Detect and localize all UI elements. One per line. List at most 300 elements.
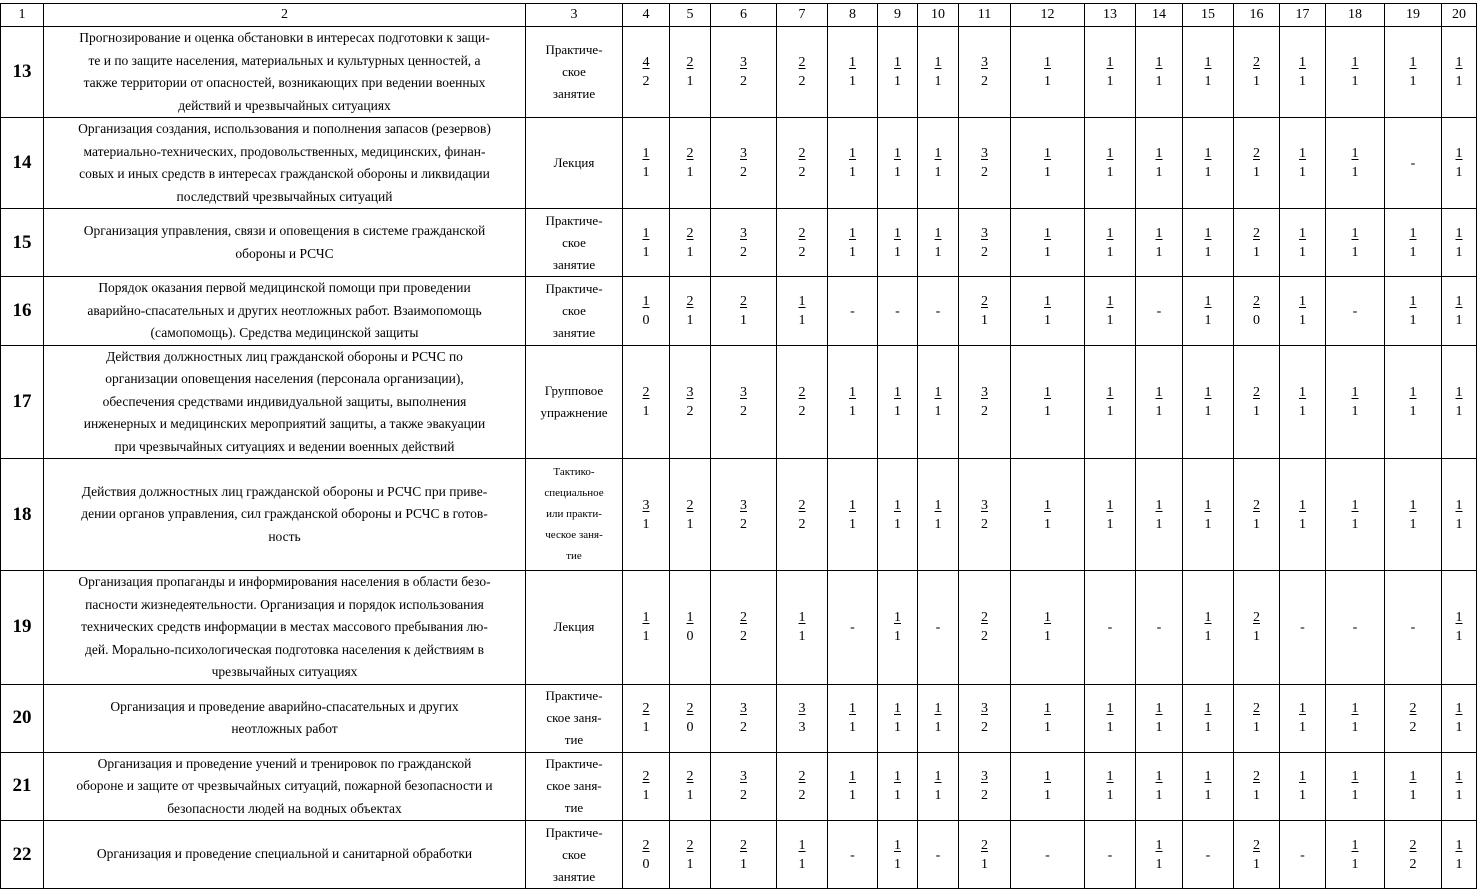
- row-number: 14: [1, 118, 44, 209]
- hours-cell: [878, 209, 918, 277]
- hours-cell: [777, 345, 828, 459]
- hours-cell: [1183, 345, 1234, 459]
- hours-total: 2: [1409, 701, 1417, 716]
- hours-total: 1: [849, 146, 856, 161]
- hours-fraction: [1410, 292, 1417, 330]
- hours-total: 2: [1253, 701, 1260, 716]
- hours-total: 3: [740, 497, 747, 513]
- hours-total: 3: [740, 384, 747, 400]
- hours-fraction: [687, 383, 694, 421]
- hours-total: 2: [798, 384, 806, 400]
- hours-total: 1: [1351, 497, 1359, 513]
- hours-fraction: [1299, 383, 1306, 421]
- topic-cell: Организация управления, связи и оповещения в системе гражданской обороны и РСЧС: [44, 209, 526, 277]
- hours-fraction: [1352, 496, 1359, 534]
- hours-cell: [623, 27, 670, 118]
- hours-total: 1: [849, 225, 856, 241]
- hours-practical: 1: [934, 788, 942, 804]
- hours-total: 2: [686, 293, 694, 309]
- hours-fraction: [1456, 608, 1463, 646]
- hours-cell: [777, 27, 828, 118]
- hours-total: 1: [642, 146, 650, 161]
- hours-practical: 2: [981, 788, 988, 804]
- hours-fraction: [1156, 383, 1163, 421]
- hours-total: 1: [894, 225, 901, 241]
- hours-total: 1: [1155, 225, 1163, 241]
- hours-practical: 1: [1253, 629, 1260, 645]
- empty-dash: -: [1352, 303, 1358, 319]
- hours-cell: [670, 684, 711, 752]
- hours-total: 3: [981, 146, 988, 161]
- hours-cell: [1385, 459, 1442, 571]
- hours-practical: 2: [798, 74, 806, 89]
- hours-practical: 1: [1155, 165, 1163, 180]
- hours-total: 3: [740, 225, 747, 241]
- hours-cell: [1011, 27, 1085, 118]
- hours-cell: [1326, 345, 1385, 459]
- hours-fraction: [935, 144, 942, 182]
- training-plan-table: [0, 3, 1477, 889]
- hours-cell: [1326, 209, 1385, 277]
- hours-practical: 1: [934, 165, 942, 180]
- hours-cell: [1385, 118, 1442, 209]
- topic-cell: Действия должностных лиц гражданской обороны и РСЧС при приве- дении органов управления, сил гражданской обороны и РСЧС в готов- ность: [44, 459, 526, 571]
- hours-cell: [959, 27, 1011, 118]
- hours-practical: 2: [740, 74, 747, 89]
- hours-cell: [1385, 345, 1442, 459]
- hours-fraction: [981, 699, 988, 737]
- hours-practical: 2: [981, 516, 988, 532]
- hours-total: 2: [798, 769, 806, 785]
- row-number: 22: [1, 821, 44, 889]
- hours-total: 2: [740, 293, 747, 309]
- hours-fraction: [1107, 767, 1114, 805]
- hours-fraction: [740, 292, 747, 330]
- hours-practical: 2: [798, 165, 806, 180]
- hours-practical: 1: [1106, 244, 1114, 260]
- header-col-7: 7: [777, 4, 828, 27]
- hours-cell: [1085, 277, 1136, 346]
- table-row: [1, 752, 1477, 821]
- hours-cell: [1280, 209, 1326, 277]
- hours-total: 2: [686, 769, 694, 785]
- hours-cell: [1085, 345, 1136, 459]
- hours-practical: 1: [1351, 720, 1359, 735]
- hours-practical: 1: [1351, 403, 1359, 419]
- hours-practical: 1: [1253, 165, 1260, 180]
- hours-fraction: [1410, 767, 1417, 805]
- hours-cell: [1136, 27, 1183, 118]
- hours-total: 1: [1204, 55, 1212, 70]
- hours-total: 1: [1409, 225, 1417, 241]
- hours-fraction: [849, 224, 856, 262]
- hours-practical: 2: [798, 516, 806, 532]
- hours-total: 1: [798, 610, 806, 626]
- hours-practical: 1: [981, 312, 988, 328]
- hours-fraction: [1107, 496, 1114, 534]
- hours-fraction: [1107, 383, 1114, 421]
- hours-cell: [1442, 459, 1477, 571]
- hours-fraction: [643, 496, 650, 534]
- hours-cell: [1011, 277, 1085, 346]
- hours-cell: [828, 684, 878, 752]
- hours-fraction: [1352, 224, 1359, 262]
- hours-practical: 1: [1155, 788, 1163, 804]
- hours-fraction: [1352, 383, 1359, 421]
- hours-cell: [1280, 821, 1326, 889]
- hours-practical: 1: [1299, 403, 1306, 419]
- hours-practical: 0: [686, 720, 694, 735]
- hours-cell: [1183, 27, 1234, 118]
- hours-cell: [1385, 27, 1442, 118]
- hours-practical: 2: [740, 403, 747, 419]
- table-row: [1, 118, 1477, 209]
- hours-cell: [1442, 209, 1477, 277]
- hours-cell: [1085, 821, 1136, 889]
- hours-cell: [1183, 752, 1234, 821]
- header-col-12: 12: [1011, 4, 1085, 27]
- hours-total: 1: [1044, 769, 1051, 785]
- hours-fraction: [740, 496, 747, 534]
- hours-total: 2: [798, 146, 806, 161]
- hours-practical: 1: [1253, 856, 1260, 872]
- row-number: 21: [1, 752, 44, 821]
- hours-cell: [777, 459, 828, 571]
- header-col-18: 18: [1326, 4, 1385, 27]
- hours-total: 1: [894, 55, 901, 70]
- hours-cell: [623, 345, 670, 459]
- empty-dash: -: [850, 620, 855, 636]
- hours-fraction: [894, 836, 901, 874]
- hours-practical: 1: [934, 74, 942, 89]
- hours-cell: [1234, 118, 1280, 209]
- hours-fraction: [1253, 767, 1260, 805]
- hours-total: 3: [740, 55, 747, 70]
- hours-fraction: [740, 608, 747, 646]
- hours-practical: 1: [849, 74, 856, 89]
- hours-total: 2: [798, 55, 806, 70]
- hours-total: 1: [1409, 293, 1417, 309]
- hours-fraction: [799, 292, 806, 330]
- hours-fraction: [1410, 699, 1417, 737]
- row-number: 20: [1, 684, 44, 752]
- hours-cell: [1183, 571, 1234, 685]
- hours-fraction: [1044, 53, 1051, 91]
- hours-fraction: [1456, 144, 1463, 182]
- hours-fraction: [1253, 144, 1260, 182]
- hours-cell: [828, 571, 878, 685]
- hours-cell: [1326, 277, 1385, 346]
- hours-practical: 2: [798, 788, 806, 804]
- hours-cell: [1442, 752, 1477, 821]
- hours-cell: [918, 821, 959, 889]
- empty-dash: -: [850, 847, 855, 863]
- hours-total: 1: [1299, 701, 1306, 716]
- hours-total: 1: [934, 769, 942, 785]
- hours-fraction: [1456, 292, 1463, 330]
- header-col-1: 1: [1, 4, 44, 27]
- hours-fraction: [849, 496, 856, 534]
- hours-cell: [777, 684, 828, 752]
- hours-cell: [1136, 752, 1183, 821]
- hours-practical: 0: [1253, 312, 1260, 328]
- hours-total: 1: [894, 384, 901, 400]
- hours-practical: 1: [1253, 720, 1260, 735]
- header-col-20: 20: [1442, 4, 1477, 27]
- hours-cell: [1280, 571, 1326, 685]
- hours-total: 1: [1204, 225, 1212, 241]
- hours-cell: [1011, 118, 1085, 209]
- hours-cell: [670, 209, 711, 277]
- hours-cell: [1326, 118, 1385, 209]
- hours-total: 2: [686, 55, 694, 70]
- hours-cell: [878, 277, 918, 346]
- hours-cell: [1183, 209, 1234, 277]
- hours-total: 3: [981, 384, 988, 400]
- hours-fraction: [799, 836, 806, 874]
- hours-total: 1: [934, 55, 942, 70]
- hours-fraction: [643, 292, 650, 330]
- hours-fraction: [981, 836, 988, 874]
- hours-practical: 1: [1044, 788, 1051, 804]
- hours-practical: 2: [740, 720, 747, 735]
- hours-total: 1: [1351, 225, 1359, 241]
- hours-total: 1: [934, 497, 942, 513]
- table-row: [1, 277, 1477, 346]
- hours-practical: 1: [849, 403, 856, 419]
- empty-dash: -: [1410, 620, 1416, 636]
- hours-cell: [828, 27, 878, 118]
- hours-total: 1: [1204, 384, 1212, 400]
- hours-cell: [959, 345, 1011, 459]
- hours-fraction: [799, 767, 806, 805]
- hours-total: 1: [894, 837, 901, 853]
- empty-dash: -: [1156, 620, 1162, 636]
- hours-fraction: [1352, 144, 1359, 182]
- hours-cell: [1011, 209, 1085, 277]
- empty-dash: -: [895, 303, 900, 319]
- table-row: [1, 345, 1477, 459]
- hours-fraction: [1044, 224, 1051, 262]
- hours-practical: 1: [1299, 312, 1306, 328]
- hours-practical: 1: [894, 165, 901, 180]
- hours-total: 1: [849, 55, 856, 70]
- hours-practical: 1: [1351, 788, 1359, 804]
- hours-cell: [828, 118, 878, 209]
- hours-practical: 1: [1409, 312, 1417, 328]
- hours-cell: [1085, 27, 1136, 118]
- hours-fraction: [1205, 383, 1212, 421]
- hours-fraction: [1044, 383, 1051, 421]
- hours-total: 1: [1299, 769, 1306, 785]
- hours-practical: 1: [686, 856, 694, 872]
- hours-practical: 1: [1106, 312, 1114, 328]
- hours-cell: [623, 821, 670, 889]
- hours-fraction: [894, 767, 901, 805]
- hours-total: 1: [1204, 146, 1212, 161]
- hours-practical: 1: [894, 788, 901, 804]
- header-col-9: 9: [878, 4, 918, 27]
- hours-practical: 1: [740, 312, 747, 328]
- hours-total: 1: [1351, 769, 1359, 785]
- hours-total: 1: [1299, 55, 1306, 70]
- header-col-4: 4: [623, 4, 670, 27]
- table-row: [1, 571, 1477, 685]
- hours-fraction: [643, 224, 650, 262]
- hours-fraction: [1299, 53, 1306, 91]
- empty-dash: -: [1156, 303, 1162, 319]
- hours-cell: [1442, 118, 1477, 209]
- hours-cell: [1136, 277, 1183, 346]
- hours-total: 1: [1204, 610, 1212, 626]
- hours-cell: [1085, 684, 1136, 752]
- hours-fraction: [799, 53, 806, 91]
- hours-cell: [1085, 209, 1136, 277]
- hours-practical: 2: [798, 244, 806, 260]
- hours-practical: 1: [1455, 244, 1463, 260]
- hours-fraction: [687, 699, 694, 737]
- row-number: 13: [1, 27, 44, 118]
- hours-cell: [1280, 277, 1326, 346]
- hours-total: 3: [981, 769, 988, 785]
- hours-cell: [623, 752, 670, 821]
- hours-cell: [828, 277, 878, 346]
- hours-cell: [1136, 571, 1183, 685]
- hours-practical: 1: [642, 720, 650, 735]
- hours-cell: [623, 571, 670, 685]
- hours-total: 1: [1155, 701, 1163, 716]
- hours-practical: 1: [1155, 856, 1163, 872]
- hours-cell: [1183, 118, 1234, 209]
- hours-fraction: [935, 496, 942, 534]
- hours-cell: [623, 277, 670, 346]
- hours-cell: [670, 752, 711, 821]
- hours-cell: [670, 118, 711, 209]
- hours-fraction: [1456, 383, 1463, 421]
- hours-practical: 1: [1299, 516, 1306, 532]
- hours-fraction: [1156, 699, 1163, 737]
- hours-fraction: [981, 53, 988, 91]
- hours-total: 1: [849, 769, 856, 785]
- hours-practical: 1: [1106, 516, 1114, 532]
- hours-practical: 0: [642, 856, 650, 872]
- hours-practical: 1: [894, 403, 901, 419]
- hours-fraction: [1456, 496, 1463, 534]
- hours-cell: [878, 27, 918, 118]
- hours-total: 1: [1455, 225, 1463, 241]
- hours-cell: [1011, 345, 1085, 459]
- hours-total: 1: [1204, 293, 1212, 309]
- hours-total: 1: [798, 837, 806, 853]
- hours-fraction: [1205, 224, 1212, 262]
- hours-practical: 1: [1106, 788, 1114, 804]
- hours-fraction: [1205, 53, 1212, 91]
- hours-cell: [1011, 571, 1085, 685]
- hours-practical: 1: [1409, 244, 1417, 260]
- hours-fraction: [1410, 836, 1417, 874]
- hours-cell: [918, 345, 959, 459]
- hours-cell: [918, 118, 959, 209]
- empty-dash: -: [1205, 847, 1211, 863]
- header-col-16: 16: [1234, 4, 1280, 27]
- header-col-2: 2: [44, 4, 526, 27]
- hours-cell: [670, 459, 711, 571]
- hours-total: 1: [1455, 146, 1463, 161]
- hours-fraction: [1299, 767, 1306, 805]
- hours-fraction: [1044, 292, 1051, 330]
- hours-total: 1: [1106, 293, 1114, 309]
- hours-total: 1: [1455, 497, 1463, 513]
- hours-cell: [1280, 345, 1326, 459]
- hours-practical: 1: [894, 516, 901, 532]
- hours-total: 2: [642, 384, 650, 400]
- hours-total: 1: [642, 225, 650, 241]
- empty-dash: -: [1410, 156, 1416, 171]
- hours-fraction: [799, 699, 806, 737]
- hours-practical: 1: [1044, 244, 1051, 260]
- hours-fraction: [643, 767, 650, 805]
- hours-cell: [1085, 118, 1136, 209]
- hours-cell: [711, 752, 777, 821]
- header-col-19: 19: [1385, 4, 1442, 27]
- topic-cell: Организация и проведение учений и тренировок по гражданской обороне и защите от чрезвычайных ситуаций, пожарной безопасности и безопасности людей на водных объектах: [44, 752, 526, 821]
- hours-cell: [1326, 752, 1385, 821]
- row-number: 15: [1, 209, 44, 277]
- hours-practical: 1: [1409, 403, 1417, 419]
- hours-practical: 1: [1044, 165, 1051, 180]
- hours-cell: [1234, 459, 1280, 571]
- hours-total: 1: [1044, 384, 1051, 400]
- hours-practical: 1: [1409, 516, 1417, 532]
- hours-total: 1: [934, 146, 942, 161]
- hours-practical: 1: [1455, 856, 1463, 872]
- topic-cell: Действия должностных лиц гражданской обороны и РСЧС по организации оповещения населения (персонала организации), обеспечения средствами индивидуальной защиты, выполнения инженерных и медицинских мероприятий защиты, а также эвакуации при чрезвычайных ситуациях и ведении военных действий: [44, 345, 526, 459]
- lesson-type-cell: Тактико- специальное или практи- ческое заня- тие: [526, 459, 623, 571]
- hours-total: 2: [981, 610, 988, 626]
- hours-total: 3: [642, 497, 650, 513]
- hours-total: 2: [1253, 146, 1260, 161]
- hours-practical: 1: [1351, 244, 1359, 260]
- hours-practical: 1: [740, 856, 747, 872]
- hours-total: 4: [642, 55, 650, 70]
- hours-practical: 1: [934, 720, 942, 735]
- hours-cell: [711, 684, 777, 752]
- hours-total: 1: [642, 610, 650, 626]
- hours-cell: [777, 277, 828, 346]
- hours-total: 1: [1455, 769, 1463, 785]
- hours-total: 2: [981, 293, 988, 309]
- column-number-header-row: [1, 4, 1477, 27]
- hours-cell: [1136, 345, 1183, 459]
- hours-practical: 1: [1204, 244, 1212, 260]
- hours-practical: 1: [642, 788, 650, 804]
- hours-total: 1: [1106, 497, 1114, 513]
- hours-fraction: [799, 496, 806, 534]
- hours-cell: [828, 752, 878, 821]
- hours-fraction: [849, 699, 856, 737]
- hours-fraction: [981, 496, 988, 534]
- hours-cell: [1280, 118, 1326, 209]
- hours-cell: [918, 684, 959, 752]
- hours-cell: [1136, 118, 1183, 209]
- hours-practical: 1: [894, 856, 901, 872]
- hours-practical: 1: [894, 629, 901, 645]
- hours-total: 2: [686, 225, 694, 241]
- hours-cell: [623, 684, 670, 752]
- header-col-13: 13: [1085, 4, 1136, 27]
- hours-fraction: [981, 144, 988, 182]
- hours-total: 1: [1044, 293, 1051, 309]
